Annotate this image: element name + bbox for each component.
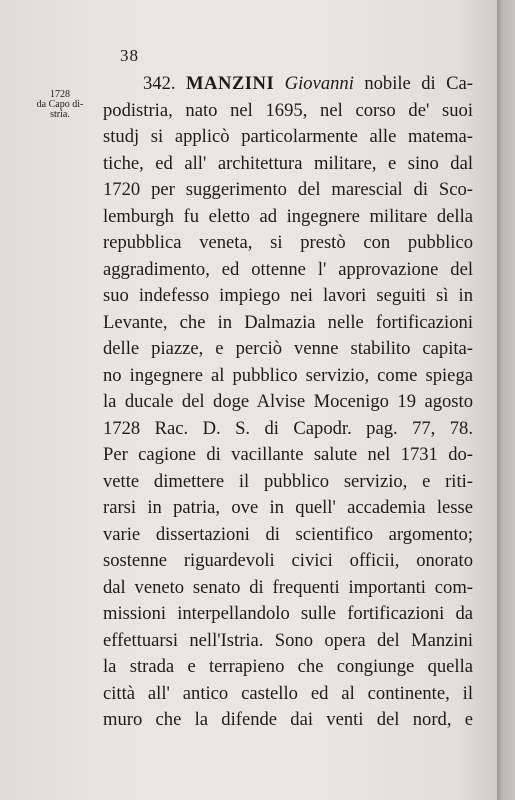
text-line: Levante, che in Dalmazia nelle fortificazioni: [103, 311, 473, 333]
entry-first-line: [103, 71, 473, 98]
margin-note-place-cont: stria.: [50, 109, 70, 120]
text-line: effettuarsi nell'Istria. Sono opera del Manzini: [103, 629, 473, 651]
text-line: no ingegnere al pubblico servizio, come spiega: [103, 364, 473, 386]
text-line: podistria, nato nel 1695, nel corso de' suoi: [103, 99, 473, 121]
text-line: 1720 per suggerimento del marescial di Sco-: [103, 179, 473, 200]
entry-surname: MANZINI: [186, 73, 275, 94]
page-edge: [497, 0, 515, 800]
text-line: la ducale del doge Alvise Mocenigo 19 agosto: [103, 391, 473, 412]
entry-text: [103, 71, 473, 734]
text-line: aggradimento, ed ottenne l' approvazione del: [103, 258, 473, 280]
text-line: città all' antico castello ed al continente, il: [103, 682, 473, 704]
margin-note-year: 1728: [50, 89, 70, 100]
text-line: lemburgh fu eletto ad ingegnere militare della: [103, 205, 473, 227]
text-line: dal veneto senato di frequenti importanti com-: [103, 576, 473, 598]
text-line: delle piazze, e perciò venne stabilito capita-: [103, 338, 473, 359]
entry-line1-rest: nobile di Ca-: [364, 73, 473, 94]
text-line: rarsi in patria, ove in quell' accademia lesse: [103, 497, 473, 518]
text-line: studj si applicò particolarmente alle matema-: [103, 126, 473, 147]
entry-given-name: Giovanni: [284, 73, 354, 94]
text-line: sostenne riguardevoli civici officii, onorato: [103, 550, 473, 571]
text-line: la strada e terrapieno che congiunge quella: [103, 656, 473, 677]
text-line: tiche, ed all' architettura militare, e sino dal: [103, 152, 473, 174]
text-line: muro che la difende dai venti del nord, e: [103, 709, 473, 730]
margin-note-place: da Capo di-: [36, 99, 84, 110]
text-line: missioni interpellandolo sulle fortificazioni da: [103, 603, 473, 624]
page-number: 38: [120, 46, 139, 65]
text-line: suo indefesso impiego nei lavori seguiti sì in: [103, 285, 473, 306]
entry-number: 342.: [143, 73, 176, 94]
text-line: vette dimettere il pubblico servizio, e riti-: [103, 470, 473, 492]
margin-note: [20, 90, 100, 120]
text-line: repubblica veneta, si prestò con pubblico: [103, 232, 473, 253]
text-line: 1728 Rac. D. S. di Capodr. pag. 77, 78.: [103, 417, 473, 439]
text-line: Per cagione di vacillante salute nel 1731 do-: [103, 444, 473, 465]
text-line: varie dissertazioni di scientifico argomento;: [103, 523, 473, 545]
